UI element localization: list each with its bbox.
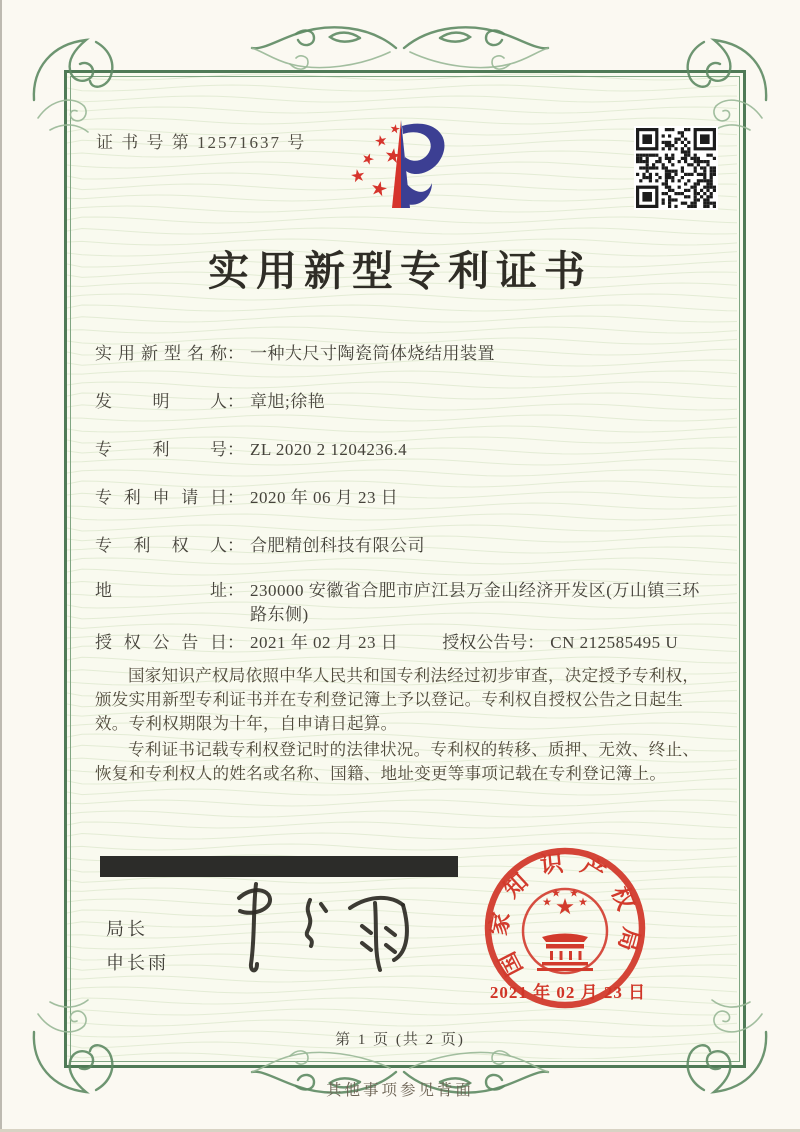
field-colon: ：: [227, 536, 244, 555]
field-label: 专利号: [95, 440, 227, 459]
certificate-title: 实用新型专利证书: [208, 248, 592, 294]
field-label: 发明人: [95, 392, 227, 411]
page-indicator: 第 1 页 (共 2 页): [335, 1032, 465, 1048]
field-colon: ：: [227, 344, 244, 363]
grant-number-pair: [442, 631, 678, 655]
field-value: 2020 年 06 月 23 日: [250, 488, 399, 507]
director-block: [106, 912, 169, 980]
field-value: 一种大尺寸陶瓷筒体烧结用装置: [250, 344, 495, 363]
field-value: 230000 安徽省合肥市庐江县万金山经济开发区(万山镇三环路东侧): [250, 581, 700, 624]
field-colon: ：: [227, 633, 244, 652]
field-colon: ：: [227, 440, 244, 459]
director-name: 申长雨: [106, 953, 169, 973]
qr-code: [634, 126, 718, 210]
cnipa-logo-icon: [342, 114, 472, 219]
field-value: 2021 年 02 月 23 日: [250, 633, 399, 652]
field-colon: ：: [227, 488, 244, 507]
field-row-inventor: [95, 390, 325, 414]
field-value: 合肥精创科技有限公司: [250, 536, 425, 555]
field-value: ZL 2020 2 1204236.4: [250, 440, 408, 459]
field-row-address: [95, 579, 706, 627]
back-note: 其他事项参见背面: [325, 1082, 474, 1099]
field-row-patent-number: [95, 438, 407, 462]
certificate-number: 证 书 号 第 12571637 号: [96, 133, 307, 152]
seal-date: 2021 年 02 月 23 日: [489, 983, 647, 1002]
director-title: 局长: [106, 919, 148, 939]
field-label: 地址: [95, 581, 227, 600]
svg-text:国家知识产权局: 国家知识产权局: [485, 849, 645, 980]
field-colon: ：: [227, 581, 244, 600]
field-label: 专利申请日: [95, 488, 227, 507]
field-value: 章旭;徐艳: [250, 392, 326, 411]
field-label: 授权公告日: [95, 633, 227, 652]
field-row-grant: [95, 631, 678, 655]
field-value: CN 212585495 U: [550, 633, 679, 652]
field-row-name: [95, 342, 495, 366]
field-label: 实用新型名称: [95, 344, 227, 363]
field-label: 授权公告号: [442, 633, 528, 652]
field-label: 专利权人: [95, 536, 227, 555]
field-colon: ：: [227, 392, 244, 411]
field-row-filing-date: [95, 486, 398, 510]
field-colon: ：: [527, 633, 545, 652]
redaction-bar: [100, 856, 458, 877]
director-signature: [226, 876, 426, 984]
legal-text: [95, 664, 709, 788]
legal-paragraph-2: 专利证书记载专利权登记时的法律状况。专利权的转移、质押、无效、终止、恢复和专利权人的姓名或名称、国籍、地址变更等事项记载在专利登记簿上。: [95, 740, 700, 783]
field-row-patentee: [95, 534, 425, 558]
legal-paragraph-1: 国家知识产权局依照中华人民共和国专利法经过初步审查，决定授予专利权，颁发实用新型专利证书并在专利登记簿上予以登记。专利权自授权公告之日起生效。专利权期限为十年，自申请日起算。: [95, 666, 700, 733]
